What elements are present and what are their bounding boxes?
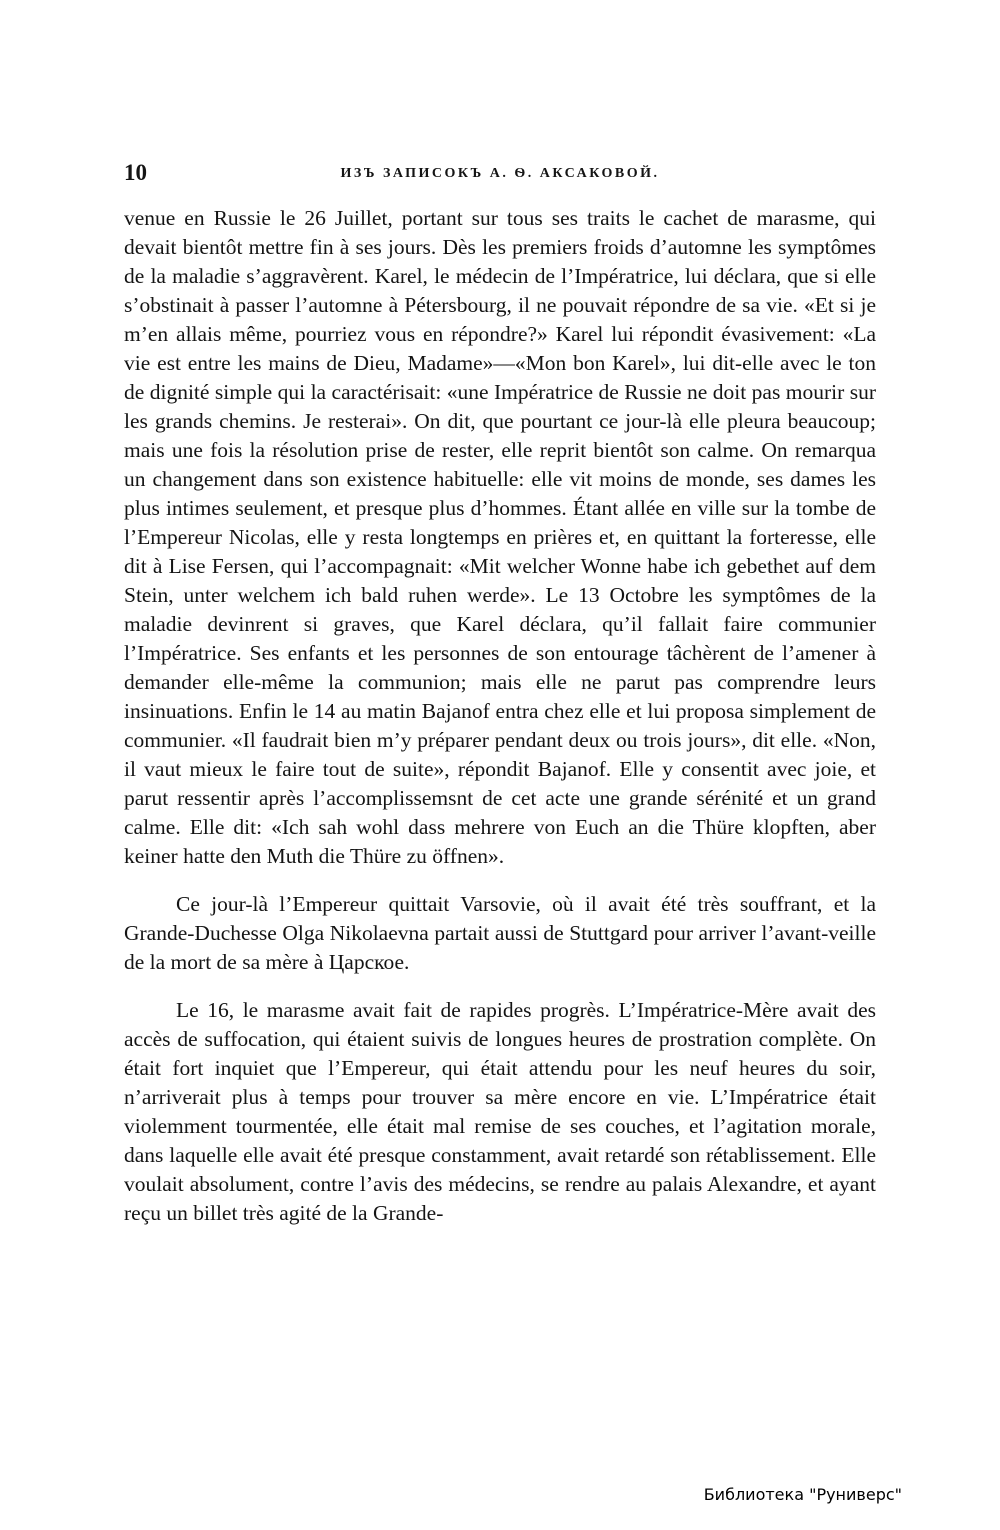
paragraph-2: Ce jour-là l’Empereur quittait Varsovie, où il avait été très souffrant, et la Grande-Duchesse Olga Nikolaevna partait aussi de Stuttgard pour arriver l’avant-veille de la mort de sa mère à Царское. xyxy=(124,892,876,974)
paragraph-1: venue en Russie le 26 Juillet, portant sur tous ses traits le cachet de marasme, qui devait bientôt mettre fin à ses jours. Dès les premiers froids d’automne les symptômes de la maladie s’aggravèrent. Karel, le médecin de l’Impératrice, lui déclara, que si elle s’obstinait à passer l’automne à Pétersbourg, il ne pouvait répondre de sa vie. «Et si je m’en allais même, pourriez vous en répondre?» Karel lui répondit évasivement: «La vie est entre les mains de Dieu, Madame»—«Mon bon Karel», lui dit-elle avec le ton de dignité simple qui la caractérisait: «une Impératrice de Russie ne doit pas mourir sur les grands chemins. Je resterai». On dit, que pourtant ce jour-là elle pleura beaucoup; mais une fois la résolution prise de rester, elle reprit bientôt son calme. On remarqua un changement dans son existence habituelle: elle vit moins de monde, ses dames les plus intimes seulement, et presque plus d’hommes. Étant allée en ville sur la tombe de l’Empereur Nicolas, elle y resta longtemps en prières et, en quittant la forteresse, elle dit à Lise Fersen, qui l’accompagnait: «Mit welcher Wonne habe ich gebethet auf dem Stein, unter welchem ich bald ruhen werde». Le 13 Octobre les symptômes de la maladie devinrent si graves, que Karel déclara, qu’il fallait faire communier l’Impératrice. Ses enfants et les personnes de son entourage tâchèrent de l’amener à demander elle-même la communion; mais elle ne parut pas comprendre leurs insinuations. Enfin le 14 au matin Bajanof entra chez elle et lui proposa simplement de communier. «Il faudrait bien m’y préparer pendant deux ou trois jours», dit elle. «Non, il vaut mieux le faire tout de suite», répondit Bajanof. Elle y consentit avec joie, et parut ressentir après l’accomplissemsnt de cet acte une grande sérénité et un grand calme. Elle dit: «Ich sah wohl dass mehrere von Euch an die Thüre klopften, aber keiner hatte den Muth die Thüre zu öffnen». xyxy=(124,206,876,868)
page-number: 10 xyxy=(124,160,147,185)
book-page xyxy=(124,160,876,1228)
running-head xyxy=(124,160,876,194)
library-watermark: Библиотека "Руниверс" xyxy=(703,1485,902,1504)
body-text xyxy=(124,204,876,1228)
running-title: ИЗЪ ЗАПИСОКЪ А. Ѳ. АКСАКОВОЙ. xyxy=(340,166,660,181)
paragraph-3: Le 16, le marasme avait fait de rapides progrès. L’Impératrice-Mère avait des accès de suffocation, qui étaient suivis de longues heures de prostration complète. On était fort inquiet que l’Empereur, qui était attendu pour les neuf heures du soir, n’arriverait plus à temps pour trouver sa mère encore en vie. L’Impératrice était violemment tourmentée, elle était mal remise de ses couches, et l’agitation morale, dans laquelle elle avait été presque constamment, avait retardé son rétablissement. Elle voulait absolument, contre l’avis des médecins, se rendre au palais Alexandre, et ayant reçu un billet très agité de la Grande- xyxy=(124,998,876,1225)
